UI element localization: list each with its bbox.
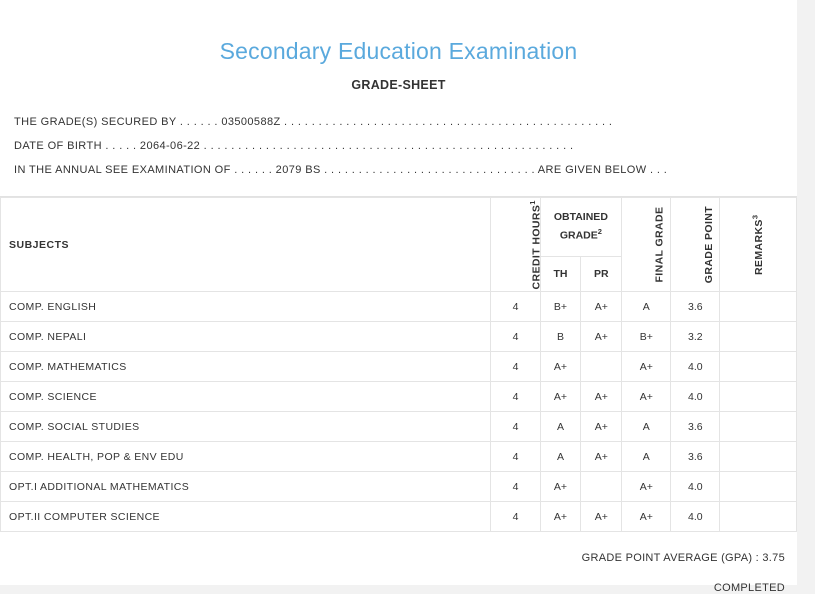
info-line-grades-secured-by: THE GRADE(S) SECURED BY . . . . . . 03500588Z . . . . . . . . . . . . . . . . . . . . . . . . . . . . . . . . . . . . . . . . . . . . . . . . bbox=[14, 116, 613, 128]
cell-final: A+ bbox=[622, 352, 671, 382]
info-line-date-of-birth: DATE OF BIRTH . . . . . 2064-06-22 . . . . . . . . . . . . . . . . . . . . . . . . . . . . . . . . . . . . . . . . . . . . . . . . . . . . . . bbox=[14, 140, 574, 152]
cell-remarks bbox=[720, 502, 797, 532]
cell-pr: A+ bbox=[581, 502, 622, 532]
cell-grade-point: 4.0 bbox=[671, 352, 720, 382]
cell-th: A+ bbox=[540, 472, 581, 502]
table-row bbox=[1, 502, 797, 532]
cell-remarks bbox=[720, 472, 797, 502]
header-remarks bbox=[720, 198, 797, 292]
grades-table bbox=[0, 197, 797, 532]
table-row bbox=[1, 442, 797, 472]
grades-table-body bbox=[1, 292, 797, 532]
cell-grade-point: 3.6 bbox=[671, 442, 720, 472]
header-remarks-label: REMARKS bbox=[752, 218, 765, 275]
cell-remarks bbox=[720, 352, 797, 382]
cell-th: B bbox=[540, 322, 581, 352]
cell-pr: A+ bbox=[581, 382, 622, 412]
header-obtained-grade-sup: 2 bbox=[597, 226, 602, 236]
page-subtitle: GRADE-SHEET bbox=[351, 78, 446, 92]
cell-credit: 4 bbox=[491, 472, 540, 502]
cell-pr: A+ bbox=[581, 442, 622, 472]
cell-final: A bbox=[622, 412, 671, 442]
header-final-grade bbox=[622, 198, 671, 292]
table-header-row bbox=[1, 198, 797, 257]
cell-th: A bbox=[540, 412, 581, 442]
cell-remarks bbox=[720, 412, 797, 442]
header-pr: PR bbox=[581, 257, 622, 292]
cell-grade-point: 3.6 bbox=[671, 292, 720, 322]
gpa-line: GRADE POINT AVERAGE (GPA) : 3.75 bbox=[581, 552, 785, 564]
cell-pr: A+ bbox=[581, 412, 622, 442]
cell-credit: 4 bbox=[491, 292, 540, 322]
cell-remarks bbox=[720, 292, 797, 322]
cell-pr: A+ bbox=[581, 292, 622, 322]
header-obtained-grade bbox=[540, 198, 622, 257]
header-grade-point-label: GRADE POINT bbox=[703, 205, 716, 284]
cell-subject: COMP. HEALTH, POP & ENV EDU bbox=[1, 442, 491, 472]
header-credit-hours-label: CREDIT HOURS bbox=[530, 204, 543, 290]
cell-grade-point: 4.0 bbox=[671, 472, 720, 502]
cell-th: B+ bbox=[540, 292, 581, 322]
header-credit-hours-sup: 1 bbox=[528, 199, 538, 205]
cell-th: A+ bbox=[540, 352, 581, 382]
cell-subject: COMP. SOCIAL STUDIES bbox=[1, 412, 491, 442]
candidate-info-block bbox=[0, 110, 797, 182]
cell-grade-point: 3.2 bbox=[671, 322, 720, 352]
cell-pr bbox=[581, 472, 622, 502]
cell-credit: 4 bbox=[491, 412, 540, 442]
cell-final: A bbox=[622, 442, 671, 472]
cell-final: A+ bbox=[622, 472, 671, 502]
cell-subject: COMP. MATHEMATICS bbox=[1, 352, 491, 382]
cell-th: A+ bbox=[540, 502, 581, 532]
table-row bbox=[1, 472, 797, 502]
cell-credit: 4 bbox=[491, 502, 540, 532]
cell-final: A bbox=[622, 292, 671, 322]
status-line: COMPLETED bbox=[713, 582, 785, 594]
cell-final: B+ bbox=[622, 322, 671, 352]
cell-pr: A+ bbox=[581, 322, 622, 352]
header-subjects: SUBJECTS bbox=[1, 198, 491, 292]
table-row bbox=[1, 382, 797, 412]
cell-th: A+ bbox=[540, 382, 581, 412]
cell-pr bbox=[581, 352, 622, 382]
cell-remarks bbox=[720, 442, 797, 472]
footer-block bbox=[0, 552, 797, 594]
info-line-examination: IN THE ANNUAL SEE EXAMINATION OF . . . . . . 2079 BS . . . . . . . . . . . . . . . . . . . . . . . . . . . . . . . ARE GIVEN BELOW . . . bbox=[14, 164, 668, 176]
cell-remarks bbox=[720, 322, 797, 352]
table-row bbox=[1, 322, 797, 352]
cell-credit: 4 bbox=[491, 382, 540, 412]
header-th: TH bbox=[540, 257, 581, 292]
cell-final: A+ bbox=[622, 502, 671, 532]
table-row bbox=[1, 292, 797, 322]
cell-grade-point: 4.0 bbox=[671, 382, 720, 412]
cell-subject: OPT.I ADDITIONAL MATHEMATICS bbox=[1, 472, 491, 502]
cell-credit: 4 bbox=[491, 442, 540, 472]
header-credit-hours bbox=[491, 198, 543, 292]
header-final-grade-label: FINAL GRADE bbox=[653, 206, 666, 283]
cell-subject: COMP. SCIENCE bbox=[1, 382, 491, 412]
header-grade-point bbox=[671, 198, 720, 292]
cell-subject: OPT.II COMPUTER SCIENCE bbox=[1, 502, 491, 532]
cell-th: A bbox=[540, 442, 581, 472]
cell-remarks bbox=[720, 382, 797, 412]
header-remarks-sup: 3 bbox=[750, 214, 760, 219]
cell-subject: COMP. NEPALI bbox=[1, 322, 491, 352]
cell-subject: COMP. ENGLISH bbox=[1, 292, 491, 322]
table-row bbox=[1, 412, 797, 442]
cell-grade-point: 3.6 bbox=[671, 412, 720, 442]
cell-credit: 4 bbox=[491, 322, 540, 352]
cell-credit: 4 bbox=[491, 352, 540, 382]
cell-grade-point: 4.0 bbox=[671, 502, 720, 532]
table-row bbox=[1, 352, 797, 382]
header-obtained-grade-label: OBTAINED GRADE bbox=[553, 211, 608, 242]
cell-final: A+ bbox=[622, 382, 671, 412]
page-title: Secondary Education Examination bbox=[219, 38, 578, 64]
